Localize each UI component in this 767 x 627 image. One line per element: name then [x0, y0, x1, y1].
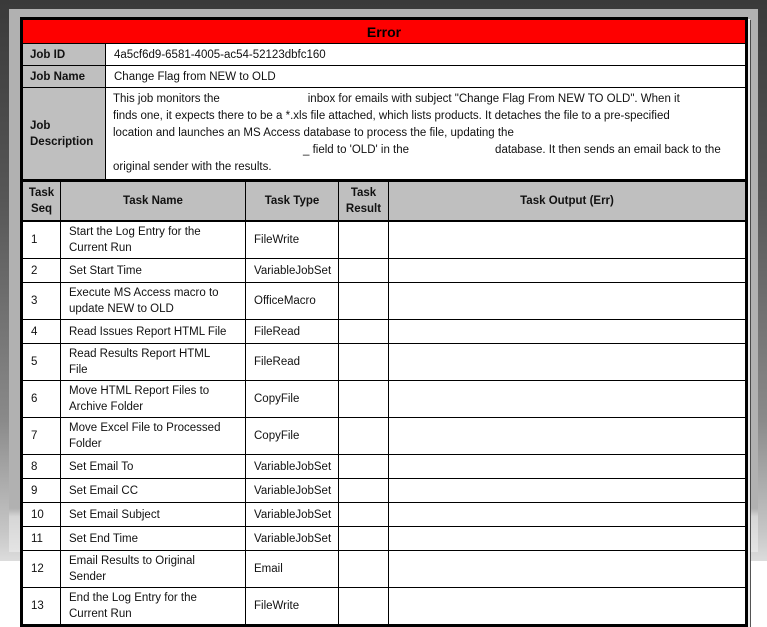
job-name-value: Change Flag from NEW to OLD: [106, 66, 746, 88]
task-name-cell: Move HTML Report Files to Archive Folder: [61, 381, 246, 418]
task-seq-cell: 5: [23, 344, 61, 381]
task-type-cell: FileRead: [246, 344, 339, 381]
task-type-cell: Email: [246, 551, 339, 588]
task-name-cell: Start the Log Entry for the Current Run: [61, 221, 246, 259]
task-result-cell: [339, 320, 389, 344]
banner-row: [23, 20, 746, 44]
task-name-cell: Read Issues Report HTML File: [61, 320, 246, 344]
task-name-cell: Set Start Time: [61, 259, 246, 283]
task-name-cell: Set Email To: [61, 455, 246, 479]
task-output-cell: [389, 344, 746, 381]
task-seq-cell: 4: [23, 320, 61, 344]
task-name-cell: Read Results Report HTML File: [61, 344, 246, 381]
task-type-cell: VariableJobSet: [246, 259, 339, 283]
task-type-cell: VariableJobSet: [246, 479, 339, 503]
task-output-cell: [389, 503, 746, 527]
task-seq-cell: 1: [23, 221, 61, 259]
task-type-cell: CopyFile: [246, 381, 339, 418]
task-name-cell: Set End Time: [61, 527, 246, 551]
task-name-cell: End the Log Entry for the Current Run: [61, 588, 246, 625]
header-task-result: Task Result: [339, 181, 389, 221]
header-task-name: Task Name: [61, 181, 246, 221]
error-banner: Error: [23, 20, 746, 44]
task-result-cell: [339, 588, 389, 625]
redacted-gap: [409, 152, 495, 153]
task-result-cell: [339, 479, 389, 503]
task-row: [23, 283, 746, 320]
task-name-cell: Set Email CC: [61, 479, 246, 503]
description-text: inbox for emails with subject "Change Flag From NEW TO OLD". When it: [307, 93, 680, 105]
job-name-row: [23, 66, 746, 88]
job-id-value: 4a5cf6d9-6581-4005-ac54-52123dbfc160: [106, 44, 746, 66]
task-result-cell: [339, 259, 389, 283]
task-result-cell: [339, 455, 389, 479]
task-seq-cell: 13: [23, 588, 61, 625]
task-type-cell: FileWrite: [246, 221, 339, 259]
task-result-cell: [339, 381, 389, 418]
task-output-cell: [389, 588, 746, 625]
task-output-cell: [389, 455, 746, 479]
task-output-cell: [389, 320, 746, 344]
task-output-cell: [389, 418, 746, 455]
task-table: [22, 180, 746, 625]
task-result-cell: [339, 418, 389, 455]
task-row: [23, 479, 746, 503]
task-output-cell: [389, 551, 746, 588]
job-error-report: [20, 17, 748, 627]
task-table-body: [23, 221, 746, 625]
task-result-cell: [339, 344, 389, 381]
task-output-cell: [389, 381, 746, 418]
task-output-cell: [389, 479, 746, 503]
task-type-cell: FileRead: [246, 320, 339, 344]
task-seq-cell: 3: [23, 283, 61, 320]
job-description-value: [106, 88, 746, 180]
task-output-cell: [389, 527, 746, 551]
task-type-cell: OfficeMacro: [246, 283, 339, 320]
description-line-4: [113, 142, 738, 159]
task-output-cell: [389, 283, 746, 320]
header-task-output: Task Output (Err): [389, 181, 746, 221]
task-row: [23, 320, 746, 344]
task-name-cell: Move Excel File to Processed Folder: [61, 418, 246, 455]
header-task-seq: Task Seq: [23, 181, 61, 221]
task-result-cell: [339, 551, 389, 588]
page-background: [9, 9, 758, 620]
task-result-cell: [339, 503, 389, 527]
task-table-header-row: [23, 181, 746, 221]
task-name-cell: Set Email Subject: [61, 503, 246, 527]
task-name-cell: Execute MS Access macro to update NEW to OLD: [61, 283, 246, 320]
task-row: [23, 344, 746, 381]
task-seq-cell: 12: [23, 551, 61, 588]
redacted-gap: [113, 152, 303, 153]
description-text: This job monitors the: [113, 93, 220, 105]
task-name-cell: Email Results to Original Sender: [61, 551, 246, 588]
job-description-label: Job Description: [23, 88, 106, 180]
task-seq-cell: 8: [23, 455, 61, 479]
job-id-label: Job ID: [23, 44, 106, 66]
redacted-gap: [220, 101, 308, 102]
task-seq-cell: 7: [23, 418, 61, 455]
job-description-row: [23, 88, 746, 180]
task-type-cell: VariableJobSet: [246, 527, 339, 551]
description-line-5: original sender with the results.: [113, 161, 272, 173]
task-type-cell: VariableJobSet: [246, 503, 339, 527]
task-row: [23, 259, 746, 283]
task-row: [23, 503, 746, 527]
task-output-cell: [389, 221, 746, 259]
task-row: [23, 381, 746, 418]
description-text: database. It then sends an email back to the: [495, 144, 721, 156]
task-row: [23, 527, 746, 551]
description-line-3: location and launches an MS Access database to process the file, updating the: [113, 127, 514, 139]
task-seq-cell: 2: [23, 259, 61, 283]
task-seq-cell: 6: [23, 381, 61, 418]
task-type-cell: FileWrite: [246, 588, 339, 625]
job-info-table: [22, 19, 746, 180]
task-row: [23, 588, 746, 625]
task-seq-cell: 10: [23, 503, 61, 527]
task-row: [23, 551, 746, 588]
description-text: _ field to 'OLD' in the: [303, 144, 410, 156]
task-output-cell: [389, 259, 746, 283]
task-row: [23, 221, 746, 259]
task-type-cell: CopyFile: [246, 418, 339, 455]
task-seq-cell: 9: [23, 479, 61, 503]
task-result-cell: [339, 283, 389, 320]
task-type-cell: VariableJobSet: [246, 455, 339, 479]
description-line-2: finds one, it expects there to be a *.xls file attached, which lists products. It detaches the file to a pre-specified: [113, 110, 670, 122]
task-result-cell: [339, 527, 389, 551]
job-name-label: Job Name: [23, 66, 106, 88]
task-result-cell: [339, 221, 389, 259]
task-seq-cell: 11: [23, 527, 61, 551]
task-row: [23, 418, 746, 455]
description-line-1: [113, 91, 738, 108]
header-task-type: Task Type: [246, 181, 339, 221]
job-id-row: [23, 44, 746, 66]
task-row: [23, 455, 746, 479]
